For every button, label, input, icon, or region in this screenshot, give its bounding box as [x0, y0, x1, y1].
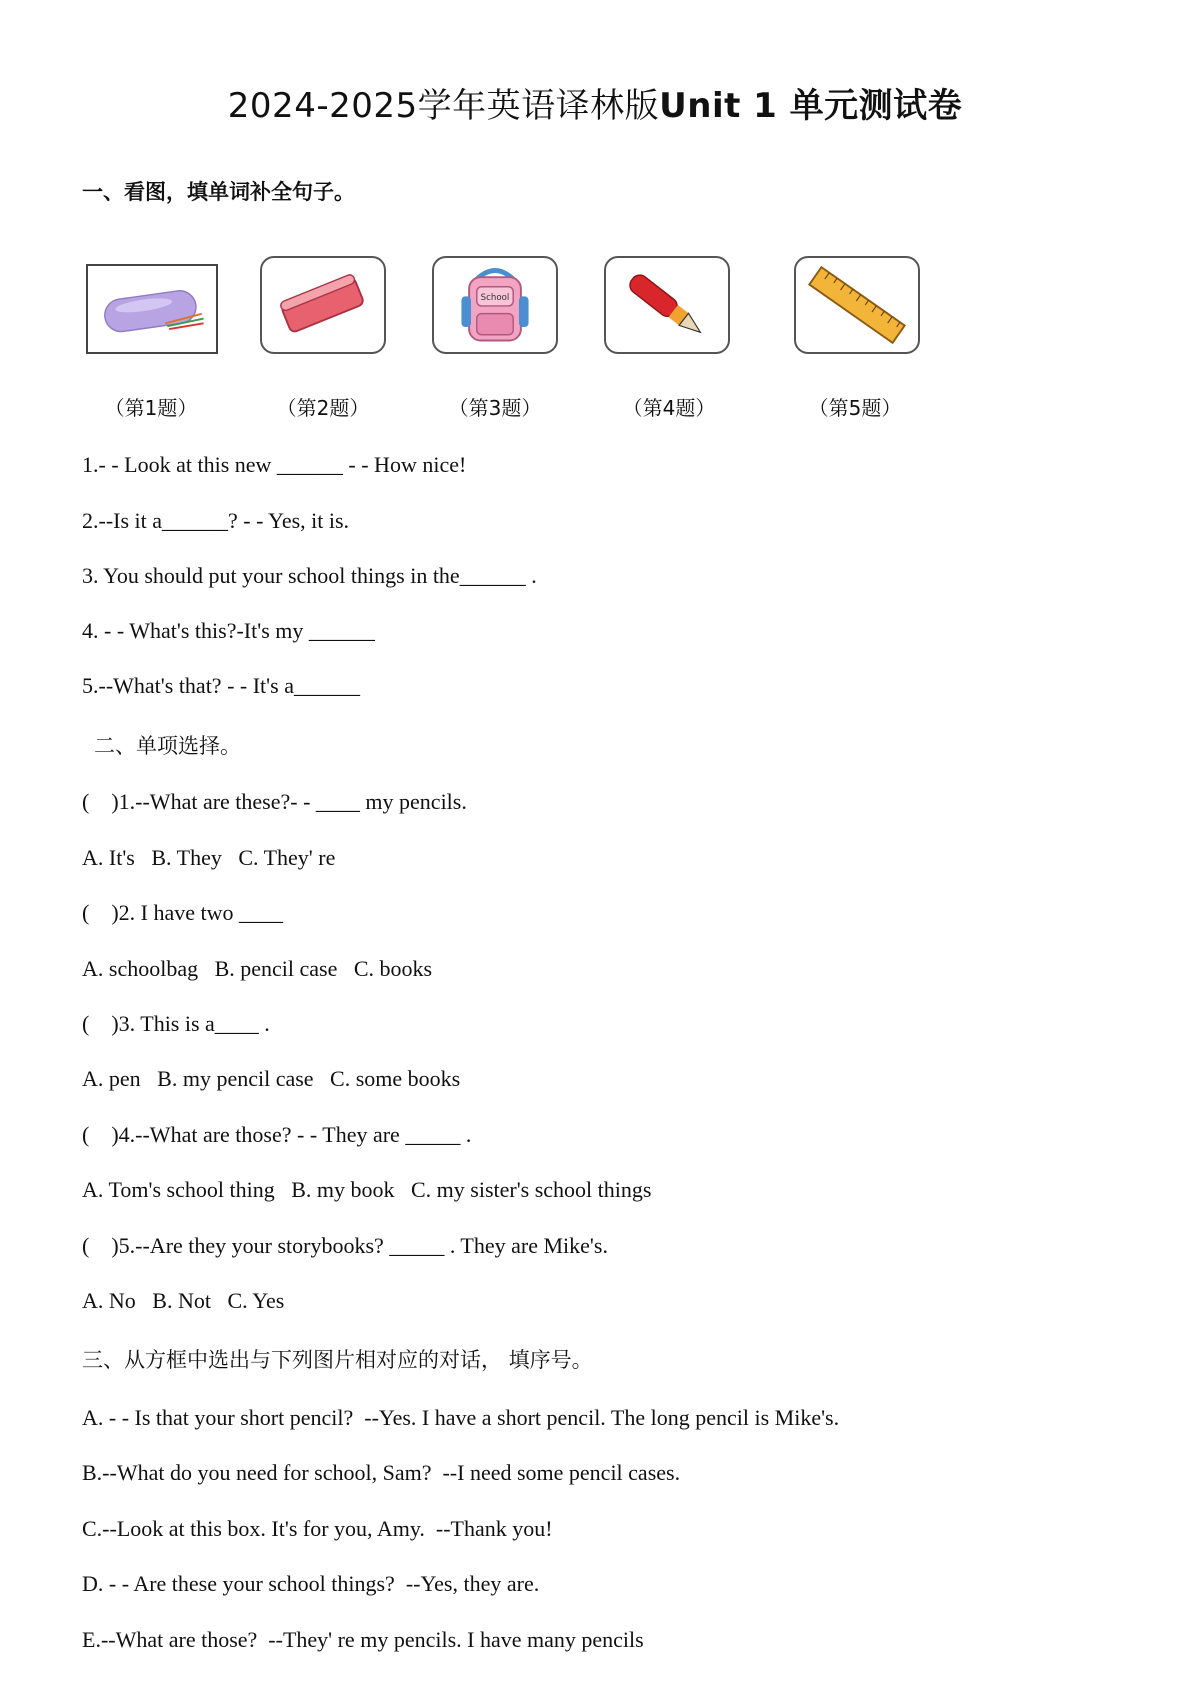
caption-q5: （第5题） — [808, 396, 902, 420]
s3-option-e: E.--What are those? --They' re my pencils. I have many pencils — [82, 1627, 644, 1652]
page-title — [0, 78, 1190, 127]
schoolbag-label: School — [480, 293, 510, 304]
ruler-picture — [794, 256, 920, 354]
eraser-picture — [260, 256, 386, 354]
fountain-pen-picture — [604, 256, 730, 354]
s3-option-d: D. - - Are these your school things? --Yes, they are. — [82, 1571, 540, 1596]
caption-q4: （第4题） — [622, 396, 716, 420]
title-part2: Unit 1 单元测试卷 — [659, 86, 963, 126]
s3-option-a: A. - - Is that your short pencil? --Yes. I have a short pencil. The long pencil is Mike's. — [82, 1405, 840, 1430]
s1-question-5: 5.--What's that? - - It's a______ — [82, 673, 360, 698]
caption-q2: （第2题） — [276, 396, 370, 420]
section1-heading: 一、看图，填单词补全句子。 — [82, 180, 355, 204]
caption-q3: （第3题） — [448, 396, 542, 420]
s3-option-b: B.--What do you need for school, Sam? --I need some pencil cases. — [82, 1460, 681, 1485]
caption-q1: （第1题） — [104, 396, 198, 420]
s2-question-4: ( )4.--What are those? - - They are _____ . — [82, 1122, 472, 1147]
title-part1: 2024-2025学年英语译林版 — [227, 86, 660, 126]
s2-question-1: ( )1.--What are these?- - ____ my pencils. — [82, 789, 467, 814]
s1-question-2: 2.--Is it a______? - - Yes, it is. — [82, 508, 350, 533]
s1-question-3: 3. You should put your school things in the______ . — [82, 563, 537, 588]
s3-option-c: C.--Look at this box. It's for you, Amy. --Thank you! — [82, 1516, 553, 1541]
s1-question-4: 4. - - What's this?-It's my ______ — [82, 618, 375, 643]
pencil-case-picture — [86, 264, 218, 354]
schoolbag-picture — [432, 256, 558, 354]
s1-question-1: 1.- - Look at this new ______ - - How nice! — [82, 452, 467, 477]
s2-options-1: A. It's B. They C. They' re — [82, 845, 336, 870]
s2-options-5: A. No B. Not C. Yes — [82, 1288, 285, 1313]
section3-heading: 三、从方框中选出与下列图片相对应的对话， 填序号。 — [82, 1348, 593, 1372]
s2-options-4: A. Tom's school thing B. my book C. my sister's school things — [82, 1177, 652, 1202]
s2-options-3: A. pen B. my pencil case C. some books — [82, 1066, 461, 1091]
section2-heading: 二、单项选择。 — [94, 734, 241, 758]
s2-question-3: ( )3. This is a____ . — [82, 1011, 270, 1036]
s2-options-2: A. schoolbag B. pencil case C. books — [82, 956, 433, 981]
s2-question-2: ( )2. I have two ____ — [82, 900, 284, 925]
s2-question-5: ( )5.--Are they your storybooks? _____ . They are Mike's. — [82, 1233, 608, 1258]
